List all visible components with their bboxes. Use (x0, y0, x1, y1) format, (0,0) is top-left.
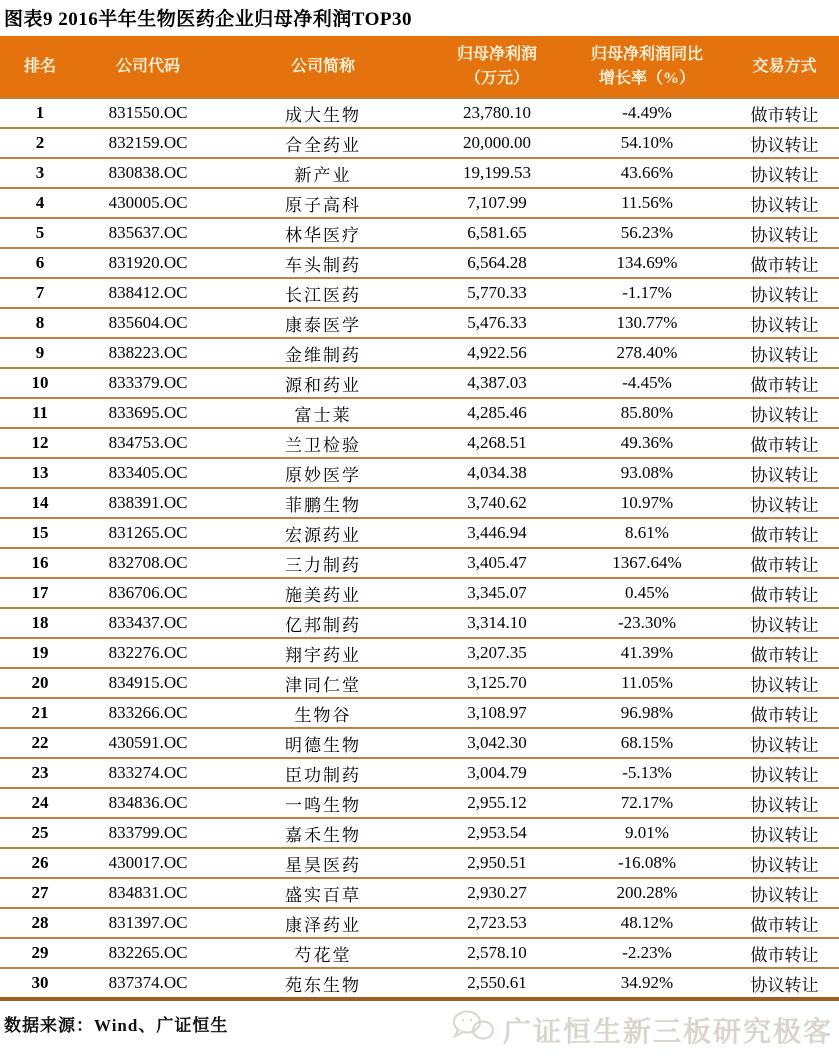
growth-rate-cell: -23.30% (564, 608, 730, 638)
company-code-cell: 835604.OC (80, 308, 216, 338)
company-name-cell: 明德生物 (216, 728, 430, 758)
company-code-cell: 430591.OC (80, 728, 216, 758)
transfer-method-cell: 做市转让 (730, 938, 839, 968)
company-name-cell: 翔宇药业 (216, 638, 430, 668)
company-code-cell: 834836.OC (80, 788, 216, 818)
net-profit-cell: 4,268.51 (430, 428, 564, 458)
company-code-cell: 430017.OC (80, 848, 216, 878)
rank-cell: 24 (0, 788, 80, 818)
rank-cell: 25 (0, 818, 80, 848)
rank-cell: 3 (0, 158, 80, 188)
header-label: 排名 (23, 57, 56, 75)
growth-rate-cell: 43.66% (564, 158, 730, 188)
watermark (450, 1008, 833, 1052)
header-label-line2: 增长率（%） (598, 69, 695, 87)
table-row (0, 668, 839, 698)
rank-cell: 19 (0, 638, 80, 668)
growth-rate-cell: -4.45% (564, 368, 730, 398)
rank-cell: 22 (0, 728, 80, 758)
rank-cell: 12 (0, 428, 80, 458)
transfer-method-cell: 协议转让 (730, 458, 839, 488)
company-name-cell: 兰卫检验 (216, 428, 430, 458)
growth-rate-cell: 8.61% (564, 518, 730, 548)
transfer-method-cell: 做市转让 (730, 548, 839, 578)
header-growth-rate (564, 36, 730, 98)
transfer-method-cell: 做市转让 (730, 428, 839, 458)
company-code-cell: 831550.OC (80, 98, 216, 128)
company-code-cell: 833799.OC (80, 818, 216, 848)
company-code-cell: 836706.OC (80, 578, 216, 608)
rank-cell: 23 (0, 758, 80, 788)
rank-cell: 10 (0, 368, 80, 398)
rank-cell: 4 (0, 188, 80, 218)
growth-rate-cell: 54.10% (564, 128, 730, 158)
table-row (0, 788, 839, 818)
growth-rate-cell: 11.05% (564, 668, 730, 698)
growth-rate-cell: 41.39% (564, 638, 730, 668)
net-profit-cell: 2,955.12 (430, 788, 564, 818)
table-row (0, 938, 839, 968)
data-source-note: 数据来源：Wind、广证恒生 (4, 1016, 229, 1035)
rank-cell: 1 (0, 98, 80, 128)
growth-rate-cell: 34.92% (564, 968, 730, 999)
rank-cell: 18 (0, 608, 80, 638)
rank-cell: 11 (0, 398, 80, 428)
table-row (0, 308, 839, 338)
header-company-code (80, 36, 216, 98)
growth-rate-cell: 200.28% (564, 878, 730, 908)
net-profit-cell: 2,550.61 (430, 968, 564, 999)
company-code-cell: 833405.OC (80, 458, 216, 488)
net-profit-cell: 3,108.97 (430, 698, 564, 728)
transfer-method-cell: 协议转让 (730, 668, 839, 698)
transfer-method-cell: 协议转让 (730, 278, 839, 308)
table-row (0, 578, 839, 608)
net-profit-cell: 3,345.07 (430, 578, 564, 608)
company-code-cell: 838223.OC (80, 338, 216, 368)
header-net-profit (430, 36, 564, 98)
figure-footer (0, 1001, 839, 1052)
growth-rate-cell: 130.77% (564, 308, 730, 338)
header-label-line1: 归母净利润 (456, 46, 537, 64)
table-row (0, 188, 839, 218)
growth-rate-cell: 85.80% (564, 398, 730, 428)
net-profit-cell: 5,770.33 (430, 278, 564, 308)
header-label: 公司简称 (290, 57, 355, 75)
transfer-method-cell: 协议转让 (730, 338, 839, 368)
company-name-cell: 嘉禾生物 (216, 818, 430, 848)
company-name-cell: 臣功制药 (216, 758, 430, 788)
company-code-cell: 832265.OC (80, 938, 216, 968)
transfer-method-cell: 协议转让 (730, 728, 839, 758)
company-code-cell: 833437.OC (80, 608, 216, 638)
company-name-cell: 一鸣生物 (216, 788, 430, 818)
net-profit-cell: 3,042.30 (430, 728, 564, 758)
company-name-cell: 源和药业 (216, 368, 430, 398)
rank-cell: 9 (0, 338, 80, 368)
net-profit-cell: 4,387.03 (430, 368, 564, 398)
growth-rate-cell: 0.45% (564, 578, 730, 608)
growth-rate-cell: 10.97% (564, 488, 730, 518)
net-profit-cell: 3,125.70 (430, 668, 564, 698)
net-profit-cell: 23,780.10 (430, 98, 564, 128)
table-row (0, 968, 839, 999)
table-row (0, 248, 839, 278)
company-name-cell: 长江医药 (216, 278, 430, 308)
net-profit-cell: 7,107.99 (430, 188, 564, 218)
company-name-cell: 原子高科 (216, 188, 430, 218)
growth-rate-cell: 56.23% (564, 218, 730, 248)
transfer-method-cell: 协议转让 (730, 188, 839, 218)
net-profit-cell: 6,564.28 (430, 248, 564, 278)
growth-rate-cell: 1367.64% (564, 548, 730, 578)
rank-cell: 6 (0, 248, 80, 278)
table-row (0, 548, 839, 578)
company-name-cell: 宏源药业 (216, 518, 430, 548)
company-name-cell: 津同仁堂 (216, 668, 430, 698)
company-code-cell: 831397.OC (80, 908, 216, 938)
company-name-cell: 三力制药 (216, 548, 430, 578)
header-label-line1: 归母净利润同比 (590, 46, 703, 64)
company-code-cell: 430005.OC (80, 188, 216, 218)
growth-rate-cell: 96.98% (564, 698, 730, 728)
net-profit-cell: 3,314.10 (430, 608, 564, 638)
table-row (0, 128, 839, 158)
header-transfer-method (730, 36, 839, 98)
growth-rate-cell: 93.08% (564, 458, 730, 488)
watermark-text: 广证恒生新三板研究极客 (502, 1017, 833, 1048)
header-rank (0, 36, 80, 98)
table-row (0, 518, 839, 548)
rank-cell: 8 (0, 308, 80, 338)
company-name-cell: 星昊医药 (216, 848, 430, 878)
company-code-cell: 831920.OC (80, 248, 216, 278)
company-code-cell: 838391.OC (80, 488, 216, 518)
wechat-icon (450, 1008, 496, 1052)
transfer-method-cell: 协议转让 (730, 488, 839, 518)
company-code-cell: 838412.OC (80, 278, 216, 308)
company-code-cell: 833695.OC (80, 398, 216, 428)
net-profit-cell: 6,581.65 (430, 218, 564, 248)
table-row (0, 368, 839, 398)
table-row (0, 458, 839, 488)
header-row (0, 36, 839, 98)
company-code-cell: 832708.OC (80, 548, 216, 578)
growth-rate-cell: -2.23% (564, 938, 730, 968)
company-name-cell: 康泰医学 (216, 308, 430, 338)
growth-rate-cell: -4.49% (564, 98, 730, 128)
table-row (0, 878, 839, 908)
table-header (0, 36, 839, 98)
net-profit-cell: 2,723.53 (430, 908, 564, 938)
growth-rate-cell: 134.69% (564, 248, 730, 278)
growth-rate-cell: 11.56% (564, 188, 730, 218)
growth-rate-cell: -1.17% (564, 278, 730, 308)
table-row (0, 848, 839, 878)
net-profit-cell: 3,004.79 (430, 758, 564, 788)
net-profit-cell: 4,285.46 (430, 398, 564, 428)
growth-rate-cell: -5.13% (564, 758, 730, 788)
transfer-method-cell: 做市转让 (730, 698, 839, 728)
growth-rate-cell: 68.15% (564, 728, 730, 758)
table-row (0, 638, 839, 668)
company-code-cell: 830838.OC (80, 158, 216, 188)
table-row (0, 728, 839, 758)
rank-cell: 28 (0, 908, 80, 938)
transfer-method-cell: 协议转让 (730, 398, 839, 428)
company-code-cell: 834831.OC (80, 878, 216, 908)
growth-rate-cell: 278.40% (564, 338, 730, 368)
figure-title: 图表9 2016半年生物医药企业归母净利润TOP30 (4, 9, 412, 30)
rank-cell: 29 (0, 938, 80, 968)
table-row (0, 608, 839, 638)
transfer-method-cell: 做市转让 (730, 368, 839, 398)
company-name-cell: 菲鹏生物 (216, 488, 430, 518)
table-row (0, 428, 839, 458)
company-code-cell: 837374.OC (80, 968, 216, 999)
net-profit-cell: 3,740.62 (430, 488, 564, 518)
company-name-cell: 金维制药 (216, 338, 430, 368)
net-profit-cell: 4,034.38 (430, 458, 564, 488)
net-profit-cell: 3,207.35 (430, 638, 564, 668)
header-label: 公司代码 (115, 57, 180, 75)
transfer-method-cell: 协议转让 (730, 608, 839, 638)
rank-cell: 13 (0, 458, 80, 488)
transfer-method-cell: 协议转让 (730, 128, 839, 158)
rank-cell: 21 (0, 698, 80, 728)
company-code-cell: 832276.OC (80, 638, 216, 668)
net-profit-cell: 2,953.54 (430, 818, 564, 848)
growth-rate-cell: 9.01% (564, 818, 730, 848)
net-profit-cell: 3,405.47 (430, 548, 564, 578)
transfer-method-cell: 协议转让 (730, 818, 839, 848)
net-profit-cell: 2,950.51 (430, 848, 564, 878)
table-row (0, 818, 839, 848)
net-profit-cell: 2,930.27 (430, 878, 564, 908)
table-row (0, 338, 839, 368)
rank-cell: 20 (0, 668, 80, 698)
header-label: 交易方式 (752, 57, 817, 75)
transfer-method-cell: 协议转让 (730, 158, 839, 188)
company-code-cell: 831265.OC (80, 518, 216, 548)
table-row (0, 908, 839, 938)
transfer-method-cell: 做市转让 (730, 578, 839, 608)
growth-rate-cell: 72.17% (564, 788, 730, 818)
table-row (0, 398, 839, 428)
transfer-method-cell: 协议转让 (730, 968, 839, 999)
net-profit-cell: 19,199.53 (430, 158, 564, 188)
rank-cell: 17 (0, 578, 80, 608)
company-name-cell: 盛实百草 (216, 878, 430, 908)
net-profit-cell: 2,578.10 (430, 938, 564, 968)
company-name-cell: 芍花堂 (216, 938, 430, 968)
company-code-cell: 833266.OC (80, 698, 216, 728)
table-row (0, 98, 839, 128)
rank-cell: 15 (0, 518, 80, 548)
company-name-cell: 富士莱 (216, 398, 430, 428)
transfer-method-cell: 做市转让 (730, 908, 839, 938)
rank-cell: 5 (0, 218, 80, 248)
transfer-method-cell: 做市转让 (730, 638, 839, 668)
company-name-cell: 原妙医学 (216, 458, 430, 488)
transfer-method-cell: 协议转让 (730, 878, 839, 908)
table-row (0, 698, 839, 728)
transfer-method-cell: 做市转让 (730, 98, 839, 128)
rank-cell: 7 (0, 278, 80, 308)
growth-rate-cell: 48.12% (564, 908, 730, 938)
transfer-method-cell: 做市转让 (730, 518, 839, 548)
top30-table (0, 36, 839, 1001)
transfer-method-cell: 协议转让 (730, 308, 839, 338)
table-row (0, 758, 839, 788)
transfer-method-cell: 协议转让 (730, 758, 839, 788)
transfer-method-cell: 协议转让 (730, 848, 839, 878)
table-row (0, 218, 839, 248)
company-name-cell: 林华医疗 (216, 218, 430, 248)
net-profit-cell: 3,446.94 (430, 518, 564, 548)
company-code-cell: 833379.OC (80, 368, 216, 398)
company-name-cell: 合全药业 (216, 128, 430, 158)
growth-rate-cell: -16.08% (564, 848, 730, 878)
net-profit-cell: 4,922.56 (430, 338, 564, 368)
rank-cell: 27 (0, 878, 80, 908)
rank-cell: 26 (0, 848, 80, 878)
header-company-name (216, 36, 430, 98)
company-name-cell: 新产业 (216, 158, 430, 188)
company-code-cell: 833274.OC (80, 758, 216, 788)
company-name-cell: 施美药业 (216, 578, 430, 608)
transfer-method-cell: 协议转让 (730, 788, 839, 818)
company-name-cell: 生物谷 (216, 698, 430, 728)
company-name-cell: 苑东生物 (216, 968, 430, 999)
rank-cell: 16 (0, 548, 80, 578)
transfer-method-cell: 协议转让 (730, 218, 839, 248)
company-name-cell: 成大生物 (216, 98, 430, 128)
net-profit-cell: 20,000.00 (430, 128, 564, 158)
company-name-cell: 康泽药业 (216, 908, 430, 938)
company-name-cell: 车头制药 (216, 248, 430, 278)
table-row (0, 488, 839, 518)
table-row (0, 158, 839, 188)
rank-cell: 2 (0, 128, 80, 158)
net-profit-cell: 5,476.33 (430, 308, 564, 338)
company-code-cell: 835637.OC (80, 218, 216, 248)
table-body (0, 98, 839, 999)
company-name-cell: 亿邦制药 (216, 608, 430, 638)
transfer-method-cell: 做市转让 (730, 248, 839, 278)
company-code-cell: 834915.OC (80, 668, 216, 698)
rank-cell: 30 (0, 968, 80, 999)
company-code-cell: 834753.OC (80, 428, 216, 458)
growth-rate-cell: 49.36% (564, 428, 730, 458)
table-row (0, 278, 839, 308)
company-code-cell: 832159.OC (80, 128, 216, 158)
header-label-line2: （万元） (464, 69, 529, 87)
rank-cell: 14 (0, 488, 80, 518)
